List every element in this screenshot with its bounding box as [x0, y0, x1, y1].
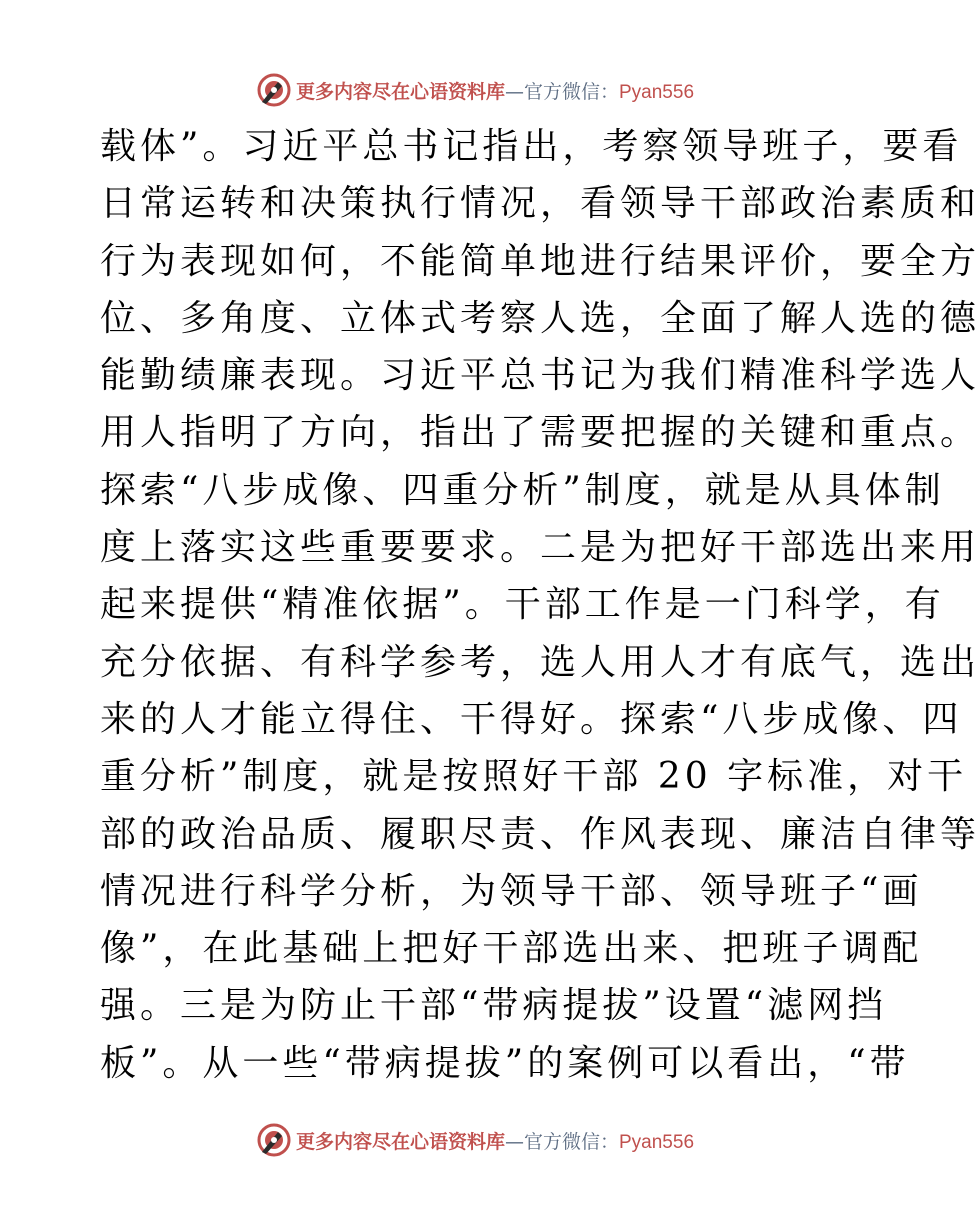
- footer-banner: [0, 1120, 950, 1160]
- text-line: 度上落实这些重要要求。二是为把好干部选出来用: [100, 527, 980, 569]
- footer-banner-main: 更多内容尽在心语资料库: [295, 1130, 505, 1153]
- text-line: 重分析”制度，就是按照好干部 20 字标准，对干: [100, 756, 968, 798]
- text-line: 探索“八步成像、四重分析”制度，就是从具体制: [100, 469, 945, 511]
- text-line: 来的人才能立得住、干得好。探索“八步成像、四: [100, 698, 963, 740]
- document-body: [100, 118, 980, 1092]
- text-line: 行为表现如何，不能简单地进行结果评价，要全方: [100, 240, 980, 282]
- header-banner-text: [296, 77, 694, 104]
- footer-banner-sub: —官方微信：: [504, 1130, 619, 1153]
- text-line: 情况进行科学分析，为领导干部、领导班子“画: [100, 870, 923, 912]
- text-line: 强。三是为防止干部“带病提拔”设置“滤网挡: [100, 985, 888, 1027]
- text-line: 板”。从一些“带病提拔”的案例可以看出，“带: [100, 1042, 910, 1084]
- text-line: 日常运转和决策执行情况，看领导干部政治素质和: [100, 183, 980, 225]
- text-line: 像”，在此基础上把好干部选出来、把班子调配: [100, 928, 923, 970]
- text-line: 载体”。习近平总书记指出，考察领导班子，要看: [100, 126, 963, 167]
- header-banner-id: Pyan556: [619, 81, 695, 103]
- text-line: 能勤绩廉表现。习近平总书记为我们精准科学选人: [100, 355, 980, 397]
- pen-logo-icon: [256, 72, 292, 108]
- footer-banner-id: Pyan556: [619, 1131, 695, 1153]
- header-banner: [0, 70, 950, 110]
- header-banner-sub: —官方微信：: [504, 80, 619, 103]
- text-line: 位、多角度、立体式考察人选，全面了解人选的德: [100, 297, 980, 339]
- header-banner-main: 更多内容尽在心语资料库: [295, 80, 505, 103]
- text-line: 部的政治品质、履职尽责、作风表现、廉洁自律等: [100, 813, 980, 855]
- text-line: 用人指明了方向，指出了需要把握的关键和重点。: [100, 412, 980, 454]
- pen-logo-icon: [256, 1122, 292, 1158]
- footer-banner-text: [296, 1127, 694, 1154]
- text-line: 起来提供“精准依据”。干部工作是一门科学，有: [100, 584, 945, 626]
- text-line: 充分依据、有科学参考，选人用人才有底气，选出: [100, 641, 980, 683]
